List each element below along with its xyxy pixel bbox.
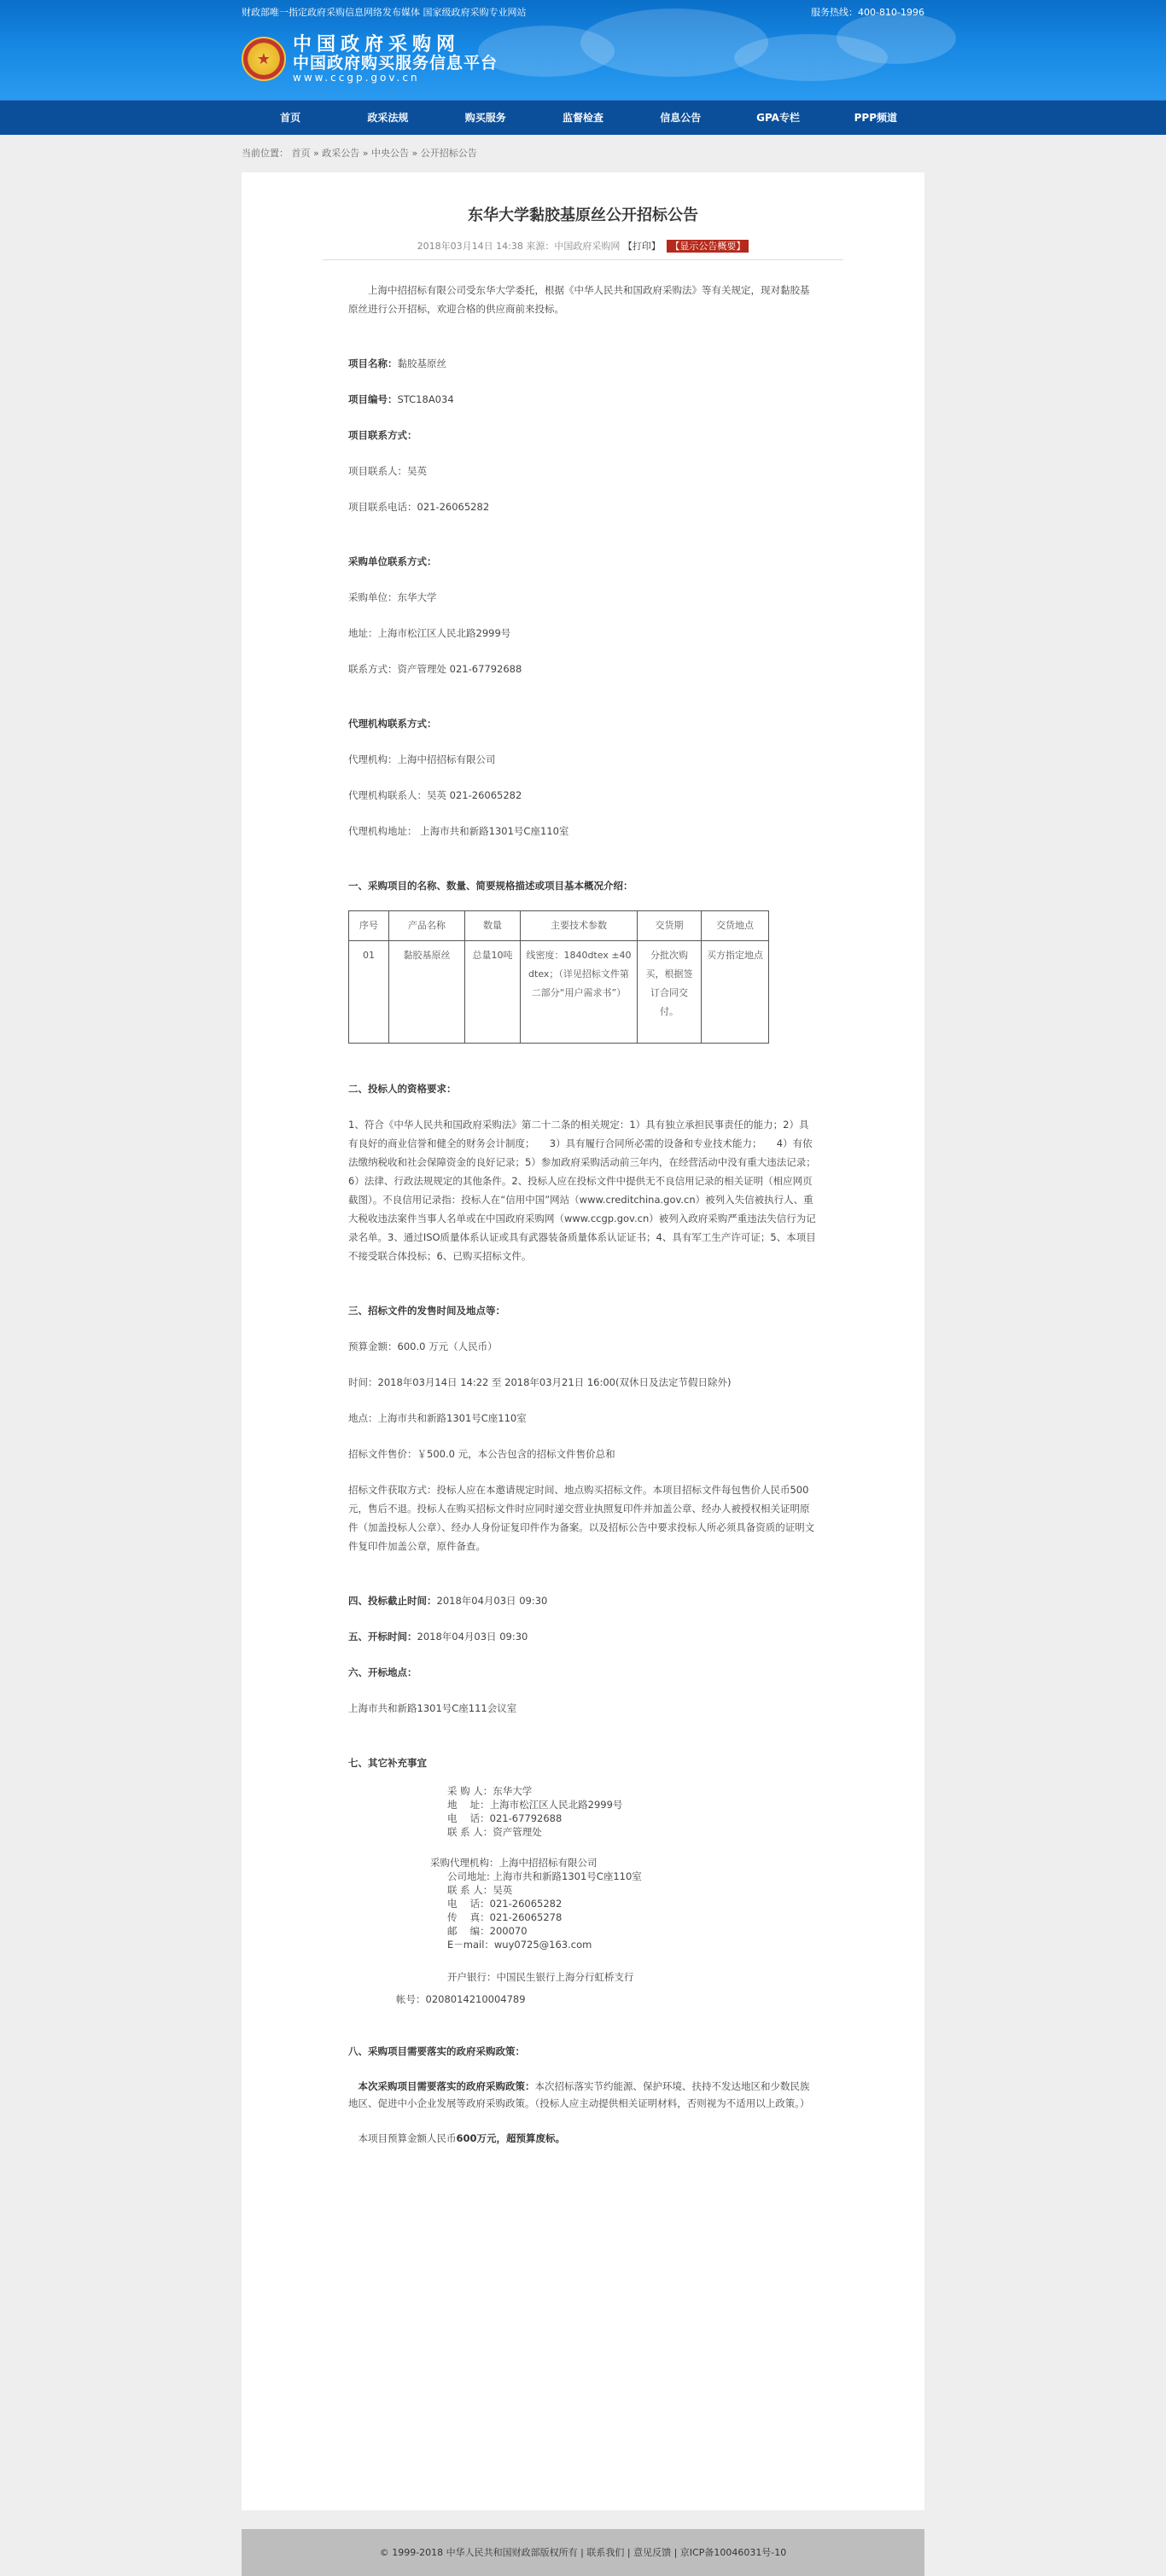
supplement-line: 地 址：上海市松江区人民北路2999号 — [447, 1799, 623, 1811]
breadcrumb-prefix: 当前位置： — [242, 148, 289, 159]
table-header-row — [349, 911, 769, 941]
section-4-heading: 四、投标截止时间： — [348, 1595, 437, 1607]
project-no-label: 项目编号： — [348, 393, 398, 405]
table-cell: 01 — [349, 941, 389, 1044]
page-title: 东华大学黏胶基原丝公开招标公告 — [468, 206, 698, 224]
nav-regulations[interactable]: 政采法规 — [367, 112, 409, 124]
qualification-text: 1、符合《中华人民共和国政府采购法》第二十二条的相关规定：1）具有独立承担民事责任的能力；2）具有良好的商业信誉和健全的财务会计制度； 3）具有履行合同所必需的设备和专业技术能力； 4）有依法缴纳税收和社会保障资金的良好记录；5）参加政府采购活动前三年内，在经营活动中没有重大违法记录；6）法律、行政法规规定的其他条件。2、投标人应在投标文件中提供无不良信用记录的相关证明（相应网页截图）。不良信用记录指：投标人在“信用中国”网站（www.creditchina.gov.cn）被列入失信被执行人、重大税收违法案件当事人名单或在中国政府采购网（www.ccgp.gov.cn）被列入政府采购严重违法失信行为记录名单。3、通过ISO质量体系认证或具有武器装备质量体系认证证书；4、具有军工生产许可证；5、本项目不接受联合体投标；6、已购买招标文件。 — [348, 1119, 816, 1262]
budget-amount: 预算金额：600.0 万元（人民币） — [348, 1340, 498, 1352]
supplement-line: 传 真：021-26065278 — [447, 1911, 563, 1923]
opening-time: 2018年04月03日 09:30 — [417, 1631, 528, 1643]
supplement-line: 电 话：021-67792688 — [447, 1812, 563, 1824]
sale-time: 时间：2018年03月14日 14:22 至 2018年03月21日 16:00(双休日及法定节假日除外) — [348, 1376, 732, 1388]
article-body — [348, 260, 818, 2148]
service-hotline: 服务热线：400-810-1996 — [811, 7, 924, 18]
budget-note-prefix: 本项目预算金额人民币 — [358, 2132, 457, 2144]
section-7-heading: 七、其它补充事宜 — [348, 1757, 427, 1769]
project-name: 黏胶基原丝 — [397, 358, 446, 369]
policy-lead: 本次采购项目需要落实的政府采购政策： — [358, 2080, 535, 2092]
agent-address: 代理机构地址： 上海市共和新路1301号C座110室 — [348, 825, 569, 837]
policy-paragraph — [348, 2078, 818, 2112]
intro-paragraph: 上海中招招标有限公司受东华大学委托，根据《中华人民共和国政府采购法》等有关规定，现对黏胶基原丝进行公开招标，欢迎合格的供应商前来投标。 — [348, 284, 810, 315]
supplement-agent — [348, 1856, 818, 1951]
main-nav — [0, 100, 1166, 135]
nav-ppp[interactable]: PPP频道 — [854, 112, 898, 124]
agent-contact-label: 代理机构联系方式： — [348, 718, 437, 730]
logo-subtitle: 中国政府购买服务信息平台 — [293, 54, 498, 73]
supplement-line: 联 系 人：吴英 — [447, 1884, 513, 1896]
section-8-heading: 八、采购项目需要落实的政府采购政策： — [348, 2045, 525, 2057]
section-2-heading: 二、投标人的资格要求： — [348, 1083, 457, 1095]
buyer-address: 地址：上海市松江区人民北路2999号 — [348, 627, 511, 639]
obtain-method: 招标文件获取方式：投标人应在本邀请规定时间、地点购买招标文件。本项目招标文件每包售价人民币500元，售后不退。投标人在购买招标文件时应同时递交营业执照复印件并加盖公章、经办人被授权相关证明原件（加盖投标人公章）、经办人身份证复印件作为备案。以及招标公告中要求投标人所必须具备资质的证明文件复印件加盖公章，原件备查。 — [348, 1484, 815, 1552]
breadcrumb-home[interactable]: 首页 — [291, 148, 311, 159]
budget-note-amount: 600万元，超预算废标。 — [456, 2132, 566, 2144]
table-header: 交货地点 — [702, 911, 769, 941]
bid-deadline: 2018年04月03日 09:30 — [436, 1595, 548, 1607]
article-meta — [242, 239, 924, 253]
supplement-buyer — [348, 1784, 818, 1839]
buyer-contact: 联系方式：资产管理处 021-67792688 — [348, 663, 522, 675]
policy-text: 本次招标落实节约能源、保护环境、扶持不发达地区和少数民族地区、促进中小企业发展等政府采购政策。（投标人应主动提供相关证明材料，否则视为不适用以上政策。） — [348, 2080, 810, 2109]
article-container — [242, 172, 924, 2510]
logo-title: 中国政府采购网 — [293, 33, 461, 55]
table-cell: 分批次购买，根据签订合同交付。 — [638, 941, 702, 1044]
agent-contact: 代理机构联系人：吴英 021-26065282 — [348, 789, 522, 801]
table-header: 序号 — [349, 911, 389, 941]
project-name-label: 项目名称： — [348, 358, 398, 369]
site-tagline: 财政部唯一指定政府采购信息网络发布媒体 国家级政府采购专业网站 — [242, 7, 527, 18]
project-contact-person: 项目联系人：吴英 — [348, 465, 427, 477]
supplement-line: E－mail：wuy0725@163.com — [447, 1939, 592, 1951]
supplement-bank: 开户银行：中国民生银行上海分行虹桥支行 — [447, 1971, 634, 1983]
supplement-line: 采 购 人：东华大学 — [447, 1785, 533, 1797]
breadcrumb: 当前位置： 首页 » 政采公告 » 中央公告 » 公开招标公告 — [242, 148, 477, 159]
items-table — [348, 910, 769, 1044]
site-footer: © 1999-2018 中华人民共和国财政部版权所有 | 联系我们 | 意见反馈 | 京ICP备10046031号-10 — [242, 2529, 924, 2576]
table-row — [349, 941, 769, 1044]
section-1-heading: 一、采购项目的名称、数量、简要规格描述或项目基本概况介绍： — [348, 880, 633, 892]
nav-purchase-services[interactable]: 购买服务 — [464, 112, 506, 124]
breadcrumb-open-tender[interactable]: 公开招标公告 — [420, 148, 477, 159]
publish-info: 2018年03月14日 14:38 来源：中国政府采购网 — [417, 241, 621, 252]
table-header: 主要技术参数 — [521, 911, 638, 941]
project-no: STC18A034 — [397, 393, 454, 405]
sale-place: 地点：上海市共和新路1301号C座110室 — [348, 1412, 527, 1424]
table-cell: 线密度：1840dtex ±40 dtex；（详见招标文件第二部分“用户需求书”） — [521, 941, 638, 1044]
table-header: 数量 — [465, 911, 521, 941]
national-emblem-icon: ★ — [242, 37, 286, 81]
logo-url: www.ccgp.gov.cn — [293, 72, 420, 84]
section-5-heading: 五、开标时间： — [348, 1631, 417, 1643]
buyer-contact-label: 采购单位联系方式： — [348, 555, 437, 567]
table-header: 产品名称 — [389, 911, 465, 941]
table-cell: 总量10吨 — [465, 941, 521, 1044]
table-cell: 买方指定地点 — [702, 941, 769, 1044]
print-link[interactable]: 【打印】 — [622, 241, 661, 252]
nav-gpa[interactable]: GPA专栏 — [756, 112, 800, 124]
supplement-line: 公司地址: 上海市共和新路1301号C座110室 — [447, 1870, 642, 1882]
site-logo[interactable] — [242, 34, 498, 84]
table-header: 交货期 — [638, 911, 702, 941]
nav-home[interactable]: 首页 — [280, 112, 301, 124]
budget-note — [348, 2129, 818, 2148]
supplement-line: 采购代理机构：上海中招招标有限公司 — [430, 1857, 598, 1869]
breadcrumb-announcements[interactable]: 政采公告 — [322, 148, 360, 159]
agent-name: 代理机构：上海中招招标有限公司 — [348, 753, 496, 765]
buyer-unit: 采购单位：东华大学 — [348, 591, 437, 603]
show-summary-button[interactable]: 【显示公告概要】 — [667, 240, 749, 253]
nav-supervision[interactable]: 监督检查 — [562, 112, 603, 124]
section-3-heading: 三、招标文件的发售时间及地点等： — [348, 1305, 505, 1317]
supplement-line: 联 系 人：资产管理处 — [447, 1826, 542, 1838]
breadcrumb-central[interactable]: 中央公告 — [370, 148, 409, 159]
section-6-heading: 六、开标地点： — [348, 1666, 417, 1678]
project-contact-label: 项目联系方式： — [348, 429, 417, 441]
supplement-account: 帐号：0208014210004789 — [396, 1993, 526, 2005]
supplement-line: 电 话：021-26065282 — [447, 1898, 563, 1910]
supplement-line: 邮 编：200070 — [447, 1925, 528, 1937]
site-header — [0, 0, 1166, 100]
project-contact-phone: 项目联系电话：021-26065282 — [348, 501, 490, 513]
opening-place: 上海市共和新路1301号C座111会议室 — [348, 1702, 517, 1714]
document-price: 招标文件售价：￥500.0 元，本公告包含的招标文件售价总和 — [348, 1448, 615, 1460]
table-cell: 黏胶基原丝 — [389, 941, 465, 1044]
nav-announcements[interactable]: 信息公告 — [660, 112, 702, 124]
